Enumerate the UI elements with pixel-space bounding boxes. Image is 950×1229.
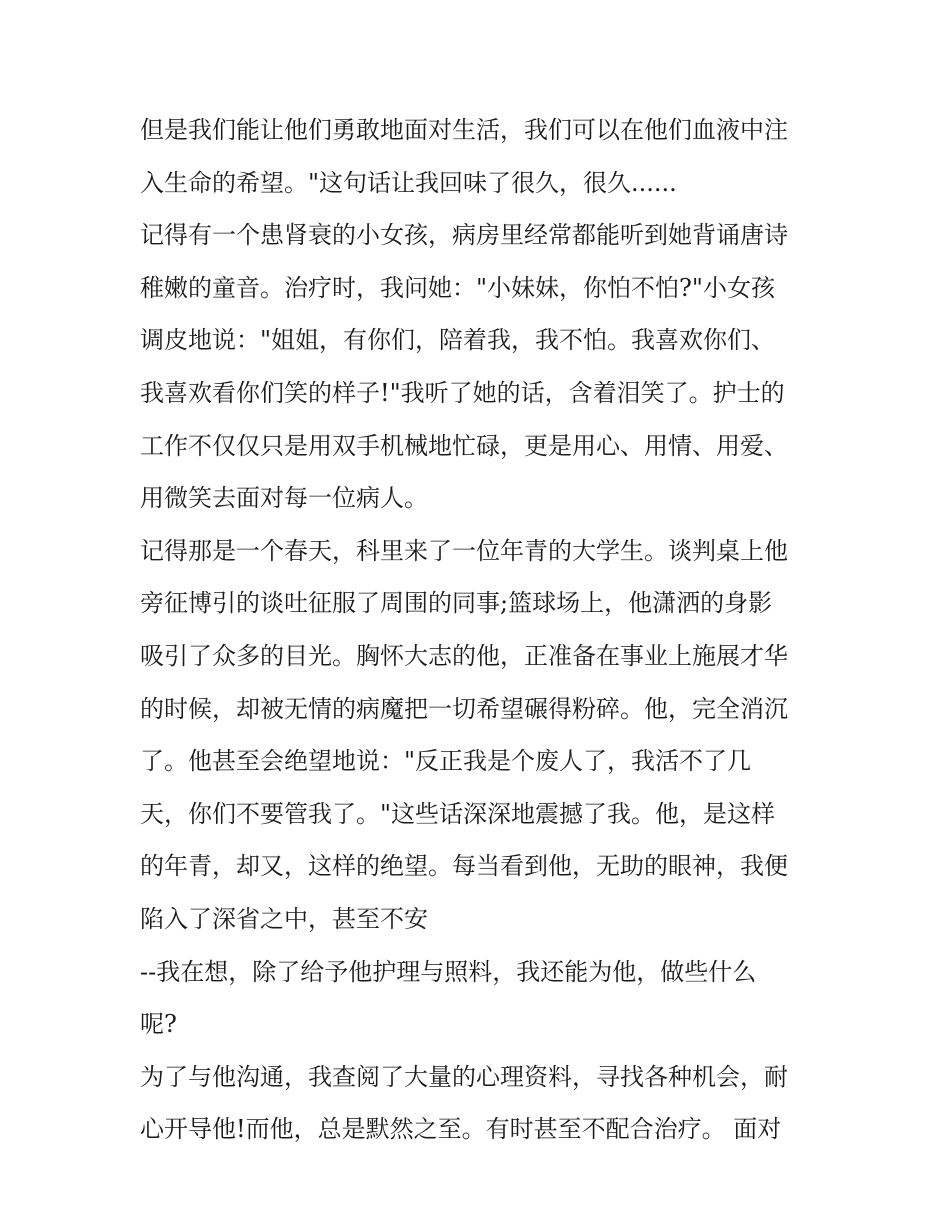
text-line: 呢? xyxy=(140,1010,177,1039)
text-line: 工作不仅仅只是用双手机械地忙碌，更是用心、用情、用爱、 xyxy=(140,431,788,460)
text-line: 的年青，却又，这样的绝望。每当看到他，无助的眼神，我便 xyxy=(140,852,788,881)
text-line: 天，你们不要管我了。"这些话深深地震撼了我。他，是这样 xyxy=(140,799,776,828)
text-line: 了。他甚至会绝望地说："反正我是个废人了，我活不了几 xyxy=(140,747,752,776)
text-line: 陷入了深省之中，甚至不安 xyxy=(140,904,428,933)
text-line: 但是我们能让他们勇敢地面对生活，我们可以在他们血液中注 xyxy=(140,116,788,144)
text-line: 记得那是一个春天，科里来了一位年青的大学生。谈判桌上他 xyxy=(140,536,788,565)
text-line: 的时候，却被无情的病魔把一切希望碾得粉碎。他，完全消沉 xyxy=(140,694,788,723)
text-line: --我在想，除了给予他护理与照料，我还能为他，做些什么 xyxy=(140,957,757,986)
text-line: 用微笑去面对每一位病人。 xyxy=(140,484,428,513)
text-line: 吸引了众多的目光。胸怀大志的他，正准备在事业上施展才华 xyxy=(140,641,788,670)
text-line: 入生命的希望。"这句话让我回味了很久，很久...... xyxy=(140,168,677,197)
text-line: 调皮地说："姐姐，有你们，陪着我，我不怕。我喜欢你们、 xyxy=(140,326,776,355)
text-line: 稚嫩的童音。治疗时，我问她："小妹妹，你怕不怕?"小女孩 xyxy=(140,273,775,302)
text-line: 心开导他!而他，总是默然之至。有时甚至不配合治疗。 面对 xyxy=(140,1115,782,1144)
text-line: 为了与他沟通，我查阅了大量的心理资料，寻找各种机会，耐 xyxy=(140,1062,788,1091)
text-line: 记得有一个患肾衰的小女孩，病房里经常都能听到她背诵唐诗 xyxy=(140,221,788,250)
text-line: 旁征博引的谈吐征服了周围的同事;篮球场上，他潇洒的身影 xyxy=(140,589,773,618)
body-text xyxy=(140,104,840,1156)
text-line: 我喜欢看你们笑的样子!"我听了她的话，含着泪笑了。护士的 xyxy=(140,378,785,407)
